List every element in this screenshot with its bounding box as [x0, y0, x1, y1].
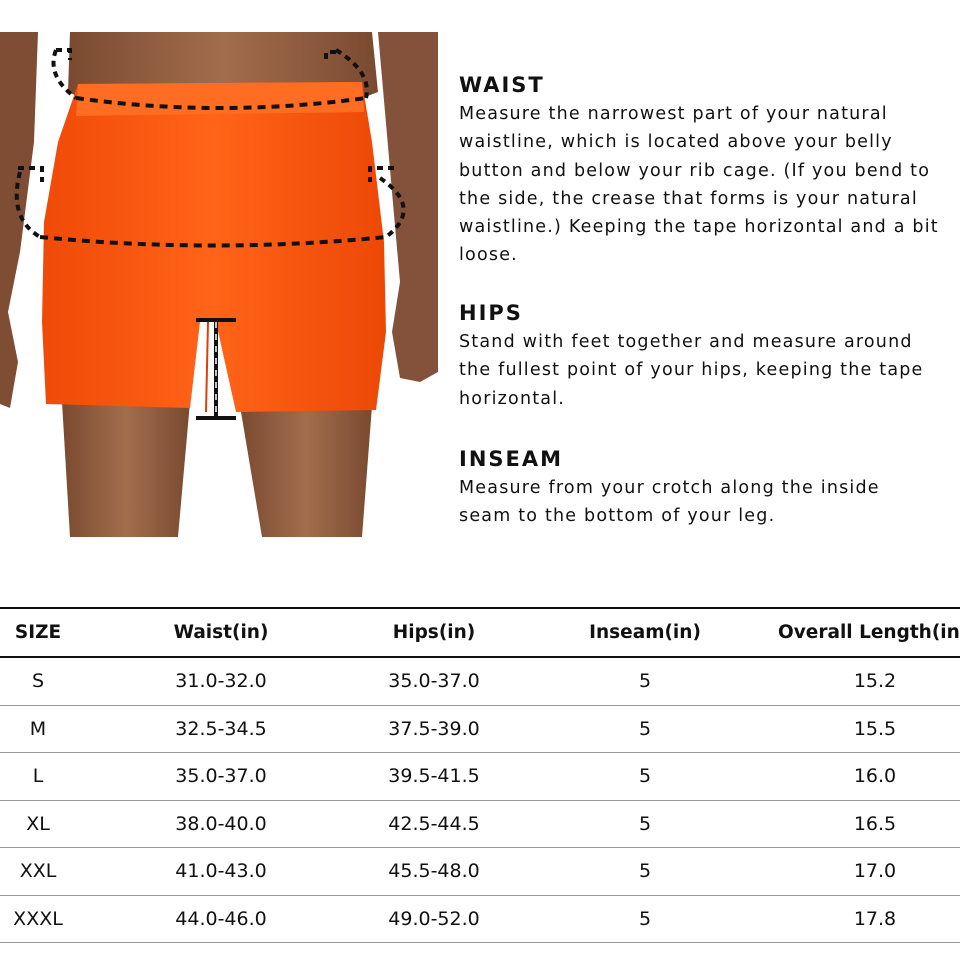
- hips-heading: HIPS: [459, 301, 523, 325]
- length-cell: 16.5: [853, 812, 897, 835]
- table-header-row: [0, 607, 960, 658]
- inseam-guide: [459, 446, 929, 531]
- size-cell: S: [31, 670, 45, 693]
- waist-cell: 32.5-34.5: [175, 717, 267, 740]
- waist-cell: 41.0-43.0: [175, 860, 267, 883]
- hips-guide: [459, 300, 949, 413]
- left-leg: [62, 402, 190, 537]
- size-cell: XL: [26, 812, 50, 835]
- left-arm: [0, 32, 38, 408]
- header-inseam: Inseam(in): [589, 622, 701, 643]
- model-figure: [0, 32, 438, 538]
- hips-cell: 37.5-39.0: [388, 717, 480, 740]
- right-arm: [378, 32, 438, 382]
- length-cell: 15.2: [853, 670, 897, 693]
- waist-instructions: Measure the narrowest part of your natural waistline, which is located above your belly button and below your rib cage. (If you bend to the side, the crease that forms is your natural waistline.) Keeping the tape horizontal and a bit loose.: [459, 104, 939, 266]
- length-cell: 16.0: [853, 765, 897, 788]
- table-row: [0, 801, 960, 849]
- size-cell: L: [32, 765, 44, 788]
- table-row: [0, 753, 960, 801]
- waist-cell: 31.0-32.0: [175, 670, 267, 693]
- size-chart-table: [0, 607, 960, 943]
- inseam-cell: 5: [638, 670, 652, 693]
- waist-heading: WAIST: [459, 73, 545, 97]
- header-overall-length: Overall Length(in: [778, 622, 960, 643]
- length-cell: 15.5: [853, 717, 897, 740]
- table-row: [0, 848, 960, 896]
- header-hips: Hips(in): [392, 622, 476, 643]
- table-row: [0, 706, 960, 754]
- right-leg: [240, 406, 372, 537]
- table-row: [0, 896, 960, 944]
- waist-cell: 44.0-46.0: [175, 907, 267, 930]
- table-row: [0, 658, 960, 706]
- length-cell: 17.8: [853, 907, 897, 930]
- size-cell: XXL: [19, 860, 57, 883]
- hips-cell: 45.5-48.0: [388, 860, 480, 883]
- hips-cell: 35.0-37.0: [388, 670, 480, 693]
- inseam-heading: INSEAM: [459, 447, 564, 471]
- hips-cell: 49.0-52.0: [388, 907, 480, 930]
- header-waist: Waist(in): [173, 622, 269, 643]
- size-cell: M: [29, 717, 47, 740]
- inseam-cell: 5: [638, 907, 652, 930]
- hips-cell: 39.5-41.5: [388, 765, 480, 788]
- shorts-measurement-illustration: [0, 32, 438, 538]
- inseam-cell: 5: [638, 765, 652, 788]
- length-cell: 17.0: [853, 860, 897, 883]
- waist-guide: [459, 72, 949, 270]
- inseam-cell: 5: [638, 717, 652, 740]
- header-size: SIZE: [14, 622, 62, 643]
- inseam-instructions: Measure from your crotch along the inside seam to the bottom of your leg.: [459, 478, 880, 527]
- size-cell: XXXL: [13, 907, 63, 930]
- inseam-cell: 5: [638, 812, 652, 835]
- waist-cell: 38.0-40.0: [175, 812, 267, 835]
- waist-cell: 35.0-37.0: [175, 765, 267, 788]
- hips-instructions: Stand with feet together and measure around the fullest point of your hips, keeping the tape horizontal.: [459, 332, 924, 409]
- hips-cell: 42.5-44.5: [388, 812, 480, 835]
- inseam-cell: 5: [638, 860, 652, 883]
